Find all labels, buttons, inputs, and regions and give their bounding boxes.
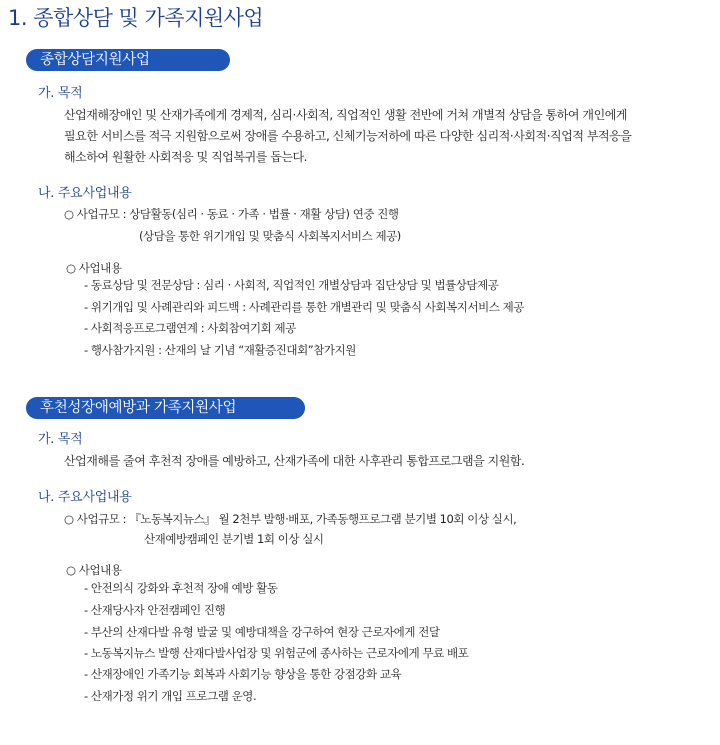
content-label: 나. 주요사업내용	[38, 186, 132, 201]
scale-line: ○ 사업규모 : 상담활동(심리 · 동료 · 가족 · 법률 · 재활 상담) 연중 진행	[64, 207, 399, 221]
section-heading-prevention: 후천성장애예방과 가족지원사업	[26, 397, 305, 419]
purpose-label: 가. 목적	[38, 432, 83, 447]
purpose-line: 산업재해장애인 및 산재가족에게 경제적, 심리·사회적, 직업적인 생활 전반에 거쳐 개별적 상담을 통하여 개인에게	[64, 108, 628, 122]
detail-item: - 안전의식 강화와 후천적 장애 예방 활동	[84, 581, 278, 595]
detail-item: - 사회적응프로그램연계 : 사회참여기회 제공	[84, 321, 296, 335]
scale-line: ○ 사업규모 : 『노동복지뉴스』 월 2천부 발행·배포, 가족동행프로그램 분기별 10회 이상 실시,	[64, 512, 517, 526]
detail-item: - 행사참가지원 : 산재의 날 기념 “재활증진대회”참가지원	[84, 343, 356, 357]
detail-item: - 동료상담 및 전문상담 : 심리 · 사회적, 직업적인 개별상담과 집단상담 및 법률상담제공	[84, 278, 499, 292]
details-label: ○ 사업내용	[66, 563, 122, 577]
content-label: 나. 주요사업내용	[38, 490, 132, 505]
detail-item: - 산재가정 위기 개입 프로그램 운영.	[84, 689, 257, 703]
section-heading-counseling: 종합상담지원사업	[26, 49, 230, 71]
purpose-line: 산업재해를 줄여 후천적 장애를 예방하고, 산재가족에 대한 사후관리 통합프로그램을 지원함.	[64, 454, 525, 468]
detail-item: - 산재장애인 가족기능 회복과 사회기능 향상을 통한 강점강화 교육	[84, 667, 402, 681]
scale-line: (상담을 통한 위기개입 및 맞춤식 사회복지서비스 제공)	[139, 229, 401, 243]
details-label: ○ 사업내용	[66, 261, 122, 275]
purpose-line: 필요한 서비스를 적극 지원함으로써 장애를 수용하고, 신체기능저하에 따른 다양한 심리적·사회적·직업적 부적응을	[64, 129, 632, 143]
detail-item: - 위기개입 및 사례관리와 피드백 : 사례관리를 통한 개별관리 및 맞춤식 사회복지서비스 제공	[84, 300, 524, 314]
purpose-label: 가. 목적	[38, 86, 83, 101]
detail-item: - 산재당사자 안전캠페인 진행	[84, 603, 226, 617]
scale-line: 산재예방캠페인 분기별 1회 이상 실시	[144, 532, 324, 546]
detail-item: - 노동복지뉴스 발행 산재다발사업장 및 위험군에 종사하는 근로자에게 무료 배포	[84, 646, 469, 660]
detail-item: - 부산의 산재다발 유형 발굴 및 예방대책을 강구하여 현장 근로자에게 전달	[84, 625, 440, 639]
page-title: 1. 종합상담 및 가족지원사업	[8, 6, 264, 30]
purpose-line: 해소하여 원활한 사회적응 및 직업복귀를 돕는다.	[64, 150, 308, 164]
